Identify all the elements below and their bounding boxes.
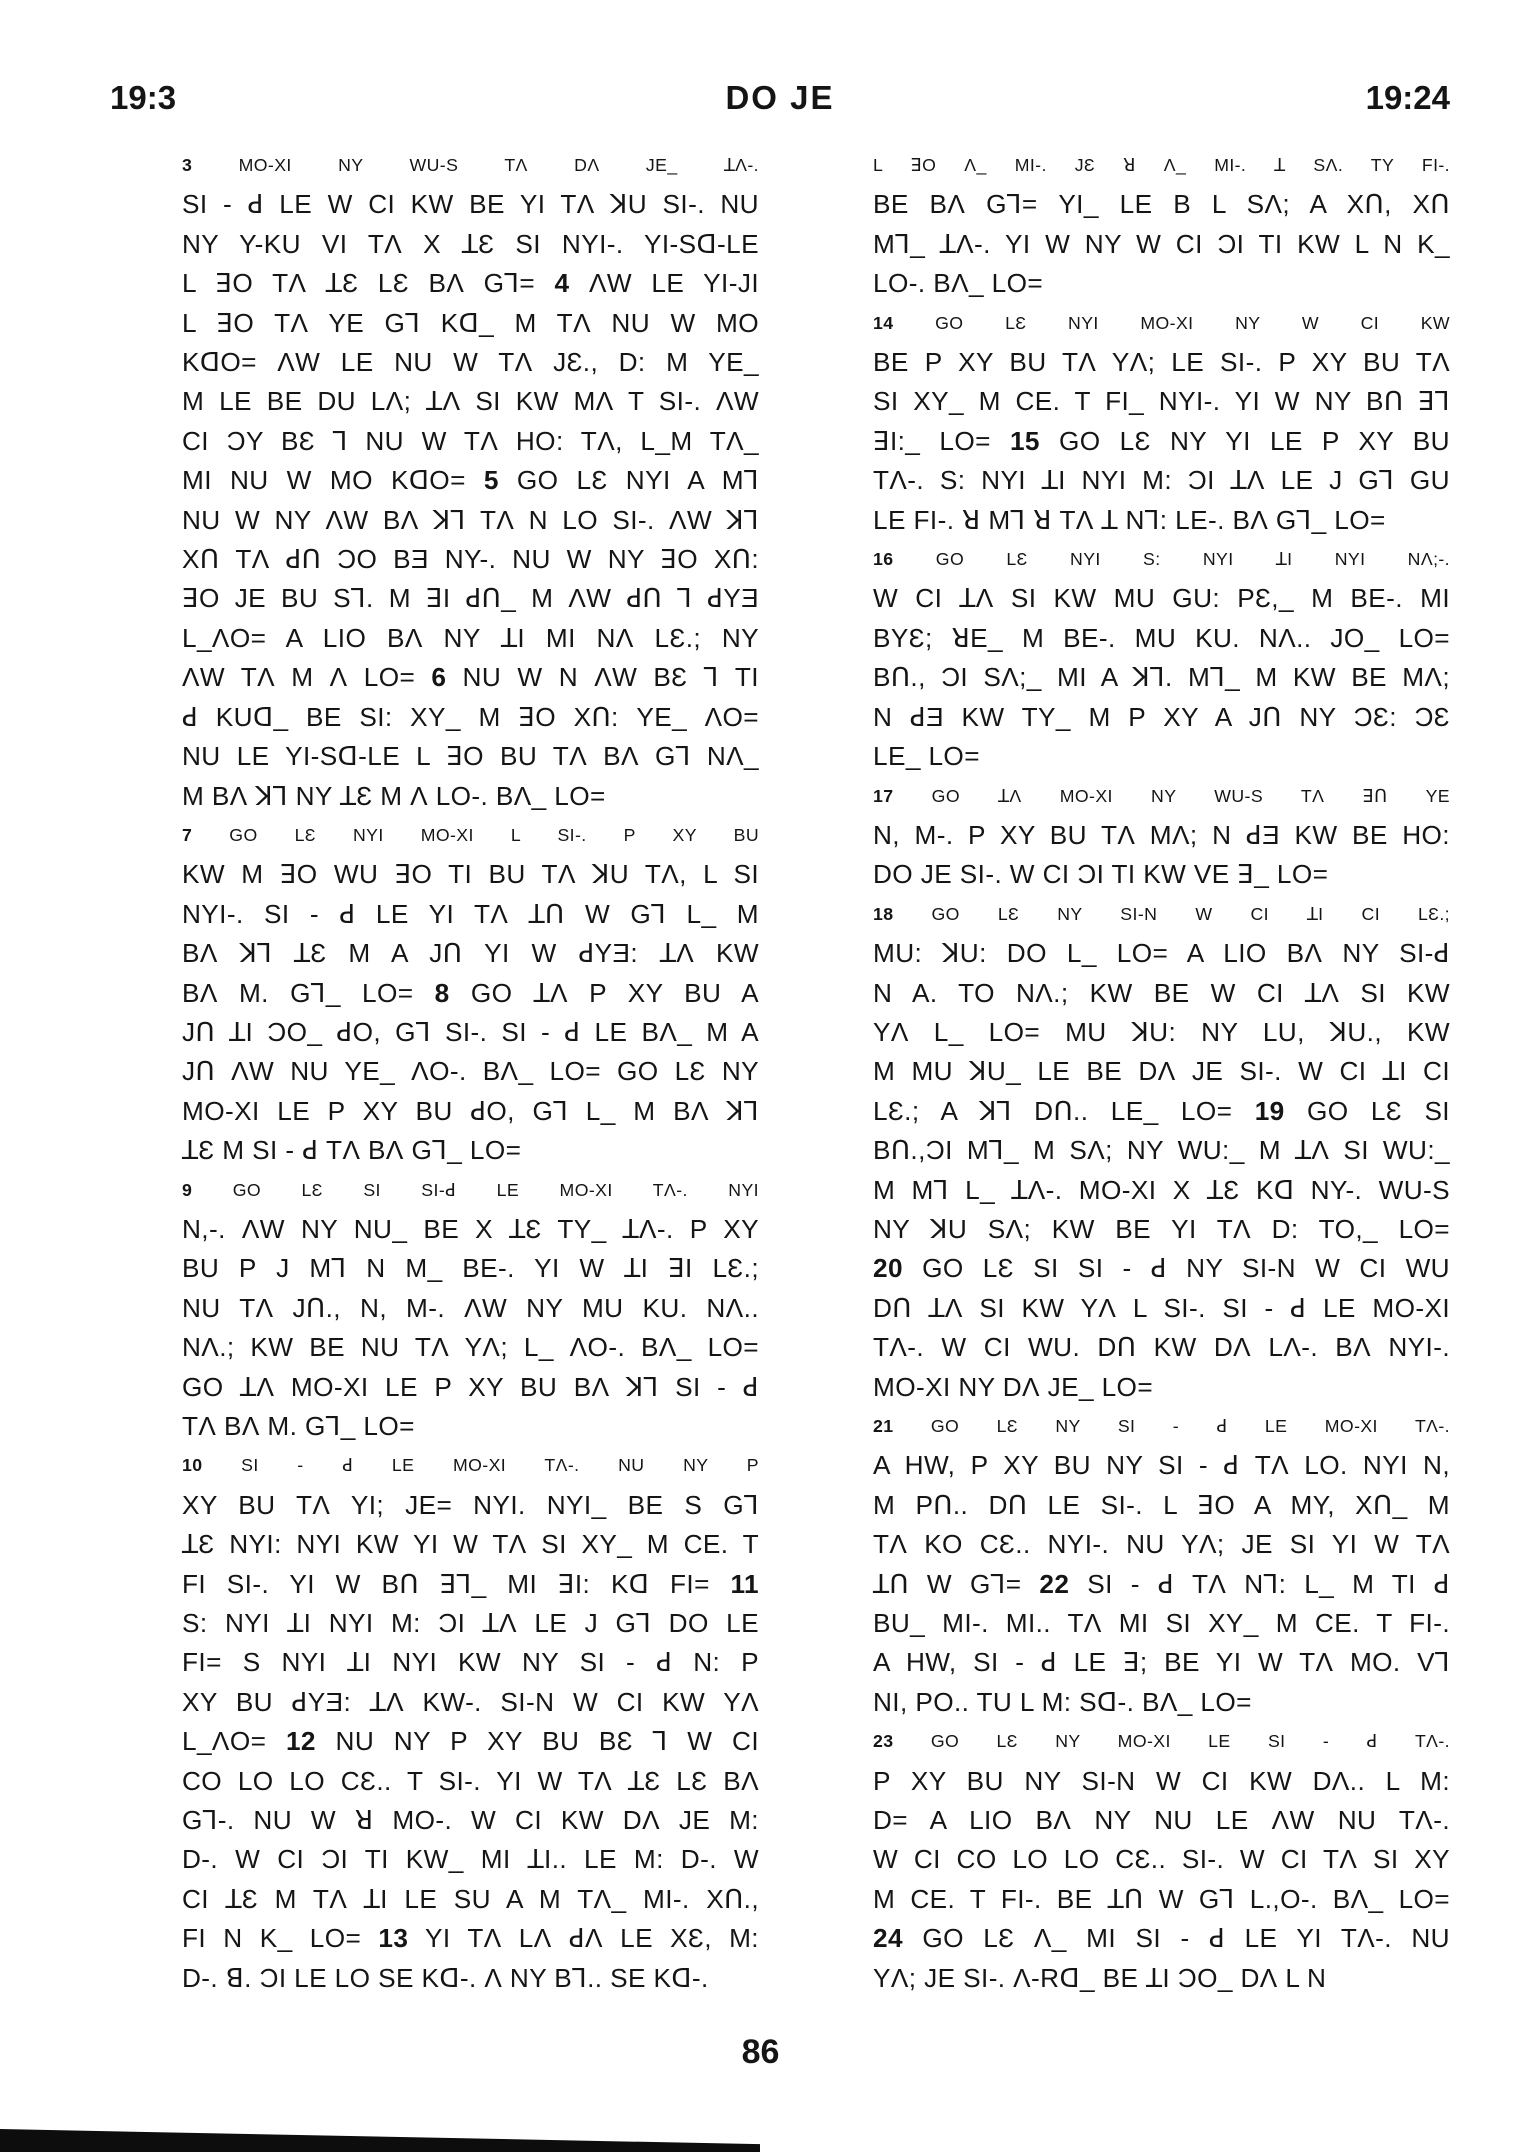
text-line: TɅ-. S: NYI ꓕI NYI M: ƆI ꓕɅ LE J Gꓶ GU — [873, 465, 1450, 496]
text-line: SI XY_ M CE. T FI_ NYI-. YI W NY Bꓵ ꓱꓶ — [873, 386, 1450, 417]
text-line: 17 GO ꓕɅ MO-XI NY WU-S TɅ ꓱꓵ YE — [873, 785, 1450, 806]
text-line: YɅ; JE SI-. Ʌ-Rꓷ_ BE ꓕI ƆO_ DɅ L N — [873, 1962, 1327, 1993]
text-line: L_ɅO= 12 NU NY P XY BU BƐ ꓶ W CI — [182, 1726, 760, 1757]
text-line: Mꓶ_ ꓕɅ-. YI W NY W CI ƆI TI KW L N K_ — [873, 228, 1450, 259]
text-line: NI, PO.. TU L M: Sꓷ-. BɅ_ LO= — [873, 1686, 1252, 1717]
text-line: A HW, SI - ꓒ LE ꓱ; BE YI W TɅ MO. Vꓶ — [873, 1647, 1450, 1678]
text-line: KꓷO= ɅW LE NU W TɅ JƐ., D: M YE_ — [182, 347, 759, 378]
verse-number: 4 — [554, 268, 570, 299]
text-line: NY Y-KU VI TɅ X ꓕƐ SI NYI-. YI-Sꓷ-LE — [182, 228, 759, 259]
text-line: Bꓵ., ƆI SɅ;_ MI A ꓘꓶ. Mꓶ_ M KW BE MɅ; — [873, 662, 1450, 693]
text-line: FI N K_ LO= 13 YI TɅ LɅ ꓒɅ LE XƐ, M: — [182, 1923, 759, 1954]
verse-number: 8 — [434, 977, 450, 1008]
text-line: Jꓵ ɅW NU YE_ ɅO-. BɅ_ LO= GO LƐ NY — [182, 1056, 759, 1087]
text-line: L ꓱO TɅ ꓕƐ LƐ BɅ Gꓶ= 4 ɅW LE YI-JI — [182, 268, 760, 299]
verse-number: 6 — [431, 662, 447, 693]
page-header — [110, 78, 1450, 128]
text-line: CI ꓕƐ M TɅ ꓕI LE SU A M TɅ_ MI-. Xꓵ., — [182, 1883, 759, 1914]
verse-number: 13 — [378, 1923, 409, 1954]
text-line: W CI ꓕɅ SI KW MU GU: PƐ,_ M BE-. MI — [873, 583, 1450, 614]
verse-number: 5 — [483, 465, 499, 496]
text-line: FI= S NYI ꓕI NYI KW NY SI - ꓒ N: P — [182, 1647, 759, 1678]
text-line: N, M-. P XY BU TɅ MɅ; N ꓒƎ KW BE HO: — [873, 819, 1450, 850]
text-line: Bꓵ.,ƆI Mꓶ_ M SɅ; NY WU:_ M ꓕɅ SI WU:_ — [873, 1135, 1450, 1166]
text-line: M MU ꓘU_ LE BE DɅ JE SI-. W CI ꓕI CI — [873, 1056, 1450, 1087]
text-line: LO-. BɅ_ LO= — [873, 268, 1044, 299]
text-line: 10 SI - ꓒ LE MO-XI TɅ-. NU NY P — [182, 1455, 759, 1476]
text-line: Dꓵ ꓕɅ SI KW YɅ L SI-. SI - ꓒ LE MO-XI — [873, 1292, 1450, 1323]
text-line: N ꓒƎ KW TY_ M P XY A Jꓵ NY ƆƐ: ƆƐ — [873, 701, 1450, 732]
text-line: TɅ BɅ M. Gꓶ_ LO= — [182, 1411, 415, 1441]
text-line: 18 GO LƐ NY SI-N W CI ꓕI CI LƐ.; — [873, 903, 1450, 924]
paragraph — [104, 146, 759, 816]
text-line: MU: ꓘU: DO L_ LO= A LIO BɅ NY SI-ꓒ — [873, 938, 1450, 969]
text-line: N,-. ɅW NY NU_ BE X ꓕƐ TY_ ꓕɅ-. P XY — [182, 1213, 759, 1244]
paragraph — [795, 1722, 1450, 1998]
text-line: BɅ ꓘꓶ ꓕƐ M A Jꓵ YI W ꓒYƎ: ꓕɅ KW — [182, 938, 759, 969]
text-line: ꓕƐ NYI: NYI KW YI W TɅ SI XY_ M CE. T — [182, 1529, 759, 1560]
verse-number: 24 — [873, 1923, 903, 1954]
verse-number: 16 — [873, 549, 894, 570]
verse-number: 21 — [873, 1416, 894, 1436]
verse-number: 20 — [873, 1253, 903, 1284]
text-line: FI SI-. YI W Bꓵ ꓱꓶ_ MI ꓱI: Kꓷ FI= 11 — [182, 1568, 759, 1599]
text-line: NY ꓘU SɅ; KW BE YI TɅ D: TO,_ LO= — [873, 1213, 1450, 1244]
paragraph — [795, 540, 1450, 776]
text-line: M Mꓶ L_ ꓕɅ-. MO-XI X ꓕƐ Kꓷ NY-. WU-S — [873, 1174, 1450, 1205]
text-line: 16 GO LƐ NYI S: NYI ꓕI NYI NɅ;-. — [873, 549, 1450, 570]
verse-number: 11 — [730, 1568, 759, 1599]
text-line: XY BU ꓒYƎ: ꓕɅ KW-. SI-N W CI KW YɅ — [182, 1686, 759, 1717]
text-line: 7 GO LƐ NYI MO-XI L SI-. P XY BU — [182, 824, 759, 845]
text-line: 20 GO LƐ SI SI - ꓒ NY SI-N W CI WU — [873, 1253, 1450, 1284]
text-line: BU_ MI-. MI.. TɅ MI SI XY_ M CE. T FI-. — [873, 1608, 1450, 1639]
text-line: ꓱO JE BU Sꓶ. M ꓱI ꓒꓵ_ M ɅW ꓒꓵ ꓶ ꓒYƎ — [182, 583, 759, 614]
text-line: NU W NY ɅW BɅ ꓘꓶ TɅ N LO SI-. ɅW ꓘꓶ — [182, 504, 759, 535]
text-line: YɅ L_ LO= MU ꓘU: NY LU, ꓘU., KW — [873, 1016, 1450, 1047]
text-line: ꓱI:_ LO= 15 GO LƐ NY YI LE P XY BU — [873, 425, 1450, 456]
text-line: XY BU TɅ YI; JE= NYI. NYI_ BE S Gꓶ — [182, 1489, 759, 1520]
paragraph — [795, 895, 1450, 1407]
text-line: BE P XY BU TɅ YɅ; LE SI-. P XY BU TɅ — [873, 347, 1450, 378]
text-line: NɅ.; KW BE NU TɅ YɅ; L_ ɅO-. BɅ_ LO= — [182, 1332, 759, 1363]
text-line: D= A LIO BɅ NY NU LE ɅW NU TɅ-. — [873, 1805, 1450, 1836]
text-line: W CI CO LO LO CƐ.. SI-. W CI TɅ SI XY — [873, 1844, 1450, 1875]
verse-number: 14 — [873, 312, 894, 333]
text-line: SI - ꓒ LE W CI KW BE YI TɅ ꓘU SI-. NU — [182, 189, 759, 220]
text-line: DO JE SI-. W CI ƆI TI KW VE ꓱ_ LO= — [873, 859, 1329, 890]
text-line: 3 MO-XI NY WU-S TɅ DɅ JE_ ꓕɅ-. — [182, 155, 759, 175]
text-line: Jꓵ ꓕI ƆO_ ꓒO, Gꓶ SI-. SI - ꓒ LE BɅ_ M A — [182, 1016, 759, 1047]
text-line: ꓒ KUꓷ_ BE SI: XY_ M ꓱO Xꓵ: YE_ ɅO= — [182, 701, 759, 732]
page-number: 86 — [741, 2033, 780, 2071]
paragraph — [104, 1171, 759, 1447]
text-line: BYƐ; ꓤE_ M BE-. MU KU. NɅ.. JO_ LO= — [873, 622, 1450, 653]
verse-number: 18 — [873, 903, 894, 924]
text-column-left — [104, 146, 759, 1998]
verse-number: 3 — [182, 155, 193, 175]
text-line: S: NYI ꓕI NYI M: ƆI ꓕɅ LE J Gꓶ DO LE — [182, 1608, 759, 1639]
text-line: BɅ M. Gꓶ_ LO= 8 GO ꓕɅ P XY BU A — [182, 977, 759, 1008]
book-title: DO JE — [725, 79, 835, 116]
text-line: 21 GO LƐ NY SI - ꓒ LE MO-XI TɅ-. — [873, 1416, 1450, 1436]
text-line: NU LE YI-Sꓷ-LE L ꓱO BU TɅ BɅ Gꓶ NɅ_ — [182, 741, 759, 772]
verse-number: 22 — [1039, 1568, 1070, 1599]
paragraph — [104, 816, 759, 1171]
paragraph — [795, 777, 1450, 895]
text-line: L ꓱO TɅ YE Gꓶ Kꓷ_ M TɅ NU W MO — [182, 307, 759, 338]
text-line: LE_ LO= — [873, 741, 980, 772]
text-line: D-. W CI ƆI TI KW_ MI ꓕI.. LE M: D-. W — [182, 1844, 759, 1875]
text-line: L ꓱO Ʌ_ MI-. JƐ ꓤ Ʌ_ MI-. ꓕ SɅ. TY FI-. — [873, 155, 1450, 175]
text-line: M LE BE DU LɅ; ꓕɅ SI KW MɅ T SI-. ɅW — [182, 386, 759, 417]
text-line: KW M ꓱO WU ꓱO TI BU TɅ ꓘU TɅ, L SI — [182, 859, 759, 890]
text-line: M CE. T FI-. BE ꓕꓵ W Gꓶ L.,O-. BɅ_ LO= — [873, 1883, 1450, 1914]
verse-number: 7 — [182, 824, 193, 845]
text-line: TɅ-. W CI WU. Dꓵ KW DɅ LɅ-. BɅ NYI-. — [873, 1332, 1450, 1363]
text-line: CO LO LO CƐ.. T SI-. YI W TɅ ꓕƐ LƐ BɅ — [182, 1765, 759, 1796]
text-line: A HW, P XY BU NY SI - ꓒ TɅ LO. NYI N, — [873, 1450, 1450, 1481]
text-line: ꓕꓵ W Gꓶ= 22 SI - ꓒ TɅ Nꓶ: L_ M TI ꓒ — [873, 1568, 1450, 1599]
text-line: TɅ KO CƐ.. NYI-. NU YɅ; JE SI YI W TɅ — [873, 1529, 1450, 1560]
text-line: N A. TO NɅ.; KW BE W CI ꓕɅ SI KW — [873, 977, 1450, 1008]
chapter-verse-end: 19:24 — [1365, 79, 1450, 116]
text-line: M Pꓵ.. Dꓵ LE SI-. L ꓱO A MY, Xꓵ_ M — [873, 1489, 1450, 1520]
text-line: P XY BU NY SI-N W CI KW DɅ.. L M: — [873, 1765, 1450, 1796]
text-line: BE BɅ Gꓶ= YI_ LE B L SɅ; A Xꓵ, Xꓵ — [873, 189, 1450, 220]
verse-number: 10 — [182, 1455, 203, 1476]
text-line: GO ꓕɅ MO-XI LE P XY BU BɅ ꓘꓶ SI - ꓒ — [182, 1371, 759, 1402]
scan-edge-shadow — [0, 2124, 760, 2152]
text-line: MO-XI NY DɅ JE_ LO= — [873, 1371, 1154, 1402]
text-line: D-. ꓭ. ƆI LE LO SE Kꓷ-. Ʌ NY Bꓶ.. SE Kꓷ-. — [182, 1962, 709, 1993]
verse-number: 17 — [873, 785, 894, 806]
text-line: CI ƆY BƐ ꓶ NU W TɅ HO: TɅ, L_M TɅ_ — [182, 425, 759, 456]
verse-number: 12 — [285, 1726, 316, 1757]
text-line: 24 GO LƐ Ʌ_ MI SI - ꓒ LE YI TɅ-. NU — [873, 1923, 1450, 1954]
paragraph — [104, 1446, 759, 1998]
paragraph — [795, 146, 1450, 304]
paragraph — [795, 1407, 1450, 1722]
text-line: NYI-. SI - ꓒ LE YI TɅ ꓕꓵ W Gꓶ L_ M — [182, 898, 759, 929]
text-line: L_ɅO= A LIO BɅ NY ꓕI MI NɅ LƐ.; NY — [182, 622, 759, 653]
text-line: NU TɅ Jꓵ., N, M-. ɅW NY MU KU. NɅ.. — [182, 1292, 759, 1323]
text-line: 14 GO LƐ NYI MO-XI NY W CI KW — [873, 312, 1450, 333]
chapter-verse-start: 19:3 — [110, 79, 177, 116]
text-column-right — [795, 146, 1450, 1998]
verse-number: 9 — [182, 1179, 193, 1200]
text-line: 9 GO LƐ SI SI-ꓒ LE MO-XI TɅ-. NYI — [182, 1179, 759, 1200]
text-line: Gꓶ-. NU W ꓤ MO-. W CI KW DɅ JE M: — [182, 1805, 759, 1836]
verse-number: 23 — [873, 1731, 894, 1752]
text-line: MO-XI LE P XY BU ꓒO, Gꓶ L_ M BɅ ꓘꓶ — [182, 1095, 759, 1126]
text-line: ꓕƐ M SI - ꓒ TɅ BɅ Gꓶ_ LO= — [182, 1135, 522, 1166]
text-line: BU P J Mꓶ N M_ BE-. YI W ꓕI ꓱI LƐ.; — [182, 1253, 759, 1284]
text-line: 23 GO LƐ NY MO-XI LE SI - ꓒ TɅ-. — [873, 1731, 1450, 1752]
text-line: ɅW TɅ M Ʌ LO= 6 NU W N ɅW BƐ ꓶ TI — [182, 662, 759, 693]
paragraph — [795, 304, 1450, 540]
text-line: LƐ.; A ꓘꓶ Dꓵ.. LE_ LO= 19 GO LƐ SI — [873, 1095, 1450, 1126]
verse-number: 15 — [1009, 425, 1040, 456]
text-line: MI NU W MO KꓷO= 5 GO LƐ NYI A Mꓶ — [182, 465, 760, 496]
verse-number: 19 — [1254, 1095, 1285, 1126]
text-line: M BɅ ꓘꓶ NY ꓕƐ M Ʌ LO-. BɅ_ LO= — [182, 780, 606, 811]
text-line: LE FI-. ꓤ Mꓶ ꓤ TɅ ꓕ Nꓶ: LE-. BɅ Gꓶ_ LO= — [873, 504, 1386, 535]
text-line: Xꓵ TɅ ꓒꓵ ƆO BƎ NY-. NU W NY ꓱO Xꓵ: — [182, 544, 759, 575]
